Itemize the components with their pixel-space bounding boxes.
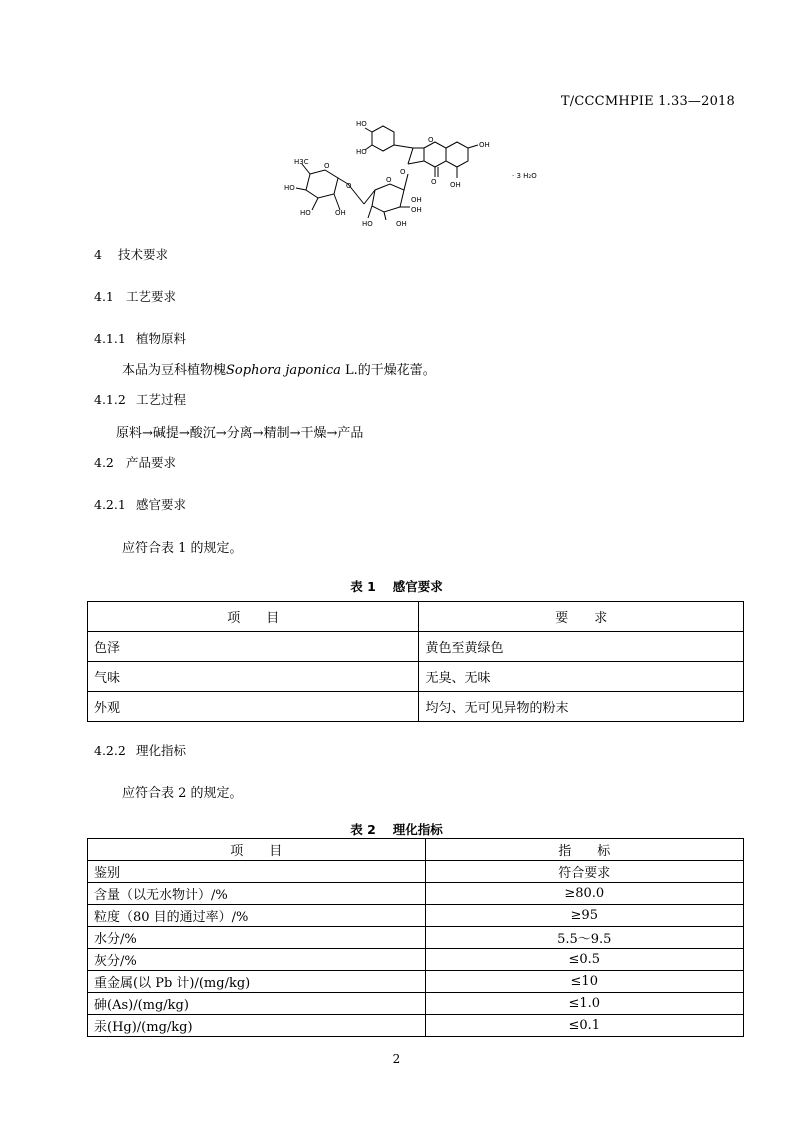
table1-caption: 表 1 感官要求 bbox=[350, 579, 443, 594]
label-oh-5: OH bbox=[450, 181, 461, 189]
table-row bbox=[88, 662, 744, 692]
table-row bbox=[88, 927, 744, 949]
table-cell: 水分/% bbox=[88, 927, 426, 949]
table-header-row bbox=[88, 602, 744, 632]
table-cell: 砷(As)/(mg/kg) bbox=[88, 993, 426, 1015]
table-cell: 外观 bbox=[88, 692, 419, 722]
table-cell: 5.5～9.5 bbox=[425, 927, 743, 949]
ring-c bbox=[424, 142, 446, 167]
table-cell: ≥95 bbox=[425, 905, 743, 927]
label-oh-7: OH bbox=[479, 141, 490, 149]
table-row bbox=[88, 632, 744, 662]
table-row bbox=[88, 883, 744, 905]
ring-a bbox=[446, 142, 468, 167]
label-hydrate: · 3 H₂O bbox=[512, 172, 537, 180]
paragraph-process-flow: 原料→碱提→酸沉→分离→精制→干燥→产品 bbox=[116, 426, 364, 441]
page-number: 2 bbox=[392, 1052, 401, 1066]
table-header-cell: 指 标 bbox=[425, 839, 743, 861]
paragraph-plant-material: 本品为豆科植物槐Sophora japonica L.的干燥花蕾。 bbox=[122, 363, 436, 378]
table-row bbox=[88, 861, 744, 883]
glucose-ring bbox=[372, 184, 404, 212]
table-header-cell: 项 目 bbox=[88, 839, 426, 861]
label-ho-glc: HO bbox=[362, 220, 373, 228]
table-row bbox=[88, 692, 744, 722]
heading-4-2-1: 4.2.1 感官要求 bbox=[94, 497, 187, 512]
label-h3c: H3C bbox=[294, 158, 309, 166]
heading-4: 4 技术要求 bbox=[94, 247, 169, 262]
paragraph-table2-ref: 应符合表 2 的规定。 bbox=[122, 786, 243, 801]
table-cell: 黄色至黄绿色 bbox=[419, 632, 744, 662]
table-row bbox=[88, 949, 744, 971]
heading-4-2-2: 4.2.2 理化指标 bbox=[94, 743, 187, 758]
table-cell: 重金属(以 Pb 计)/(mg/kg) bbox=[88, 971, 426, 993]
table-header-row bbox=[88, 839, 744, 861]
label-ho-rham-1: HO bbox=[284, 184, 295, 192]
table-cell: 粒度（80 目的通过率）/% bbox=[88, 905, 426, 927]
label-o-glc: O bbox=[386, 176, 392, 184]
label-o-rham: O bbox=[324, 162, 330, 170]
table-row bbox=[88, 993, 744, 1015]
label-oh-glc-1: OH bbox=[411, 196, 422, 204]
table-cell: ≤0.5 bbox=[425, 949, 743, 971]
table-cell: 气味 bbox=[88, 662, 419, 692]
label-oh-glc-2: OH bbox=[396, 220, 407, 228]
label-o-keto: O bbox=[431, 178, 437, 186]
chemical-structure-figure bbox=[280, 112, 560, 237]
heading-4-1-1: 4.1.1 植物原料 bbox=[94, 331, 187, 346]
label-ho-2: HO bbox=[356, 148, 367, 156]
heading-4-2: 4.2 产品要求 bbox=[94, 455, 177, 470]
table-cell: 均匀、无可见异物的粉末 bbox=[419, 692, 744, 722]
table-cell: 无臭、无味 bbox=[419, 662, 744, 692]
table2-caption: 表 2 理化指标 bbox=[350, 822, 443, 837]
label-o-ring: O bbox=[428, 136, 434, 144]
label-ho-1: HO bbox=[356, 120, 367, 128]
table-row bbox=[88, 971, 744, 993]
table-cell: ≤1.0 bbox=[425, 993, 743, 1015]
table-header-cell: 项 目 bbox=[88, 602, 419, 632]
table-header-cell: 要 求 bbox=[419, 602, 744, 632]
table-cell: 灰分/% bbox=[88, 949, 426, 971]
physicochemical-indicators-table bbox=[87, 838, 744, 1037]
table-cell: 符合要求 bbox=[425, 861, 743, 883]
table-row bbox=[88, 1015, 744, 1037]
label-o-link: O bbox=[346, 182, 352, 190]
table-cell: 鉴别 bbox=[88, 861, 426, 883]
label-ho-rham-2: HO bbox=[300, 209, 311, 217]
table-cell: ≥80.0 bbox=[425, 883, 743, 905]
label-oh-glc-3: OH bbox=[411, 206, 422, 214]
table-cell: ≤0.1 bbox=[425, 1015, 743, 1037]
table-row bbox=[88, 905, 744, 927]
heading-4-1-2: 4.1.2 工艺过程 bbox=[94, 392, 187, 407]
table-cell: 色泽 bbox=[88, 632, 419, 662]
paragraph-table1-ref: 应符合表 1 的规定。 bbox=[122, 541, 243, 556]
table-cell: 含量（以无水物计）/% bbox=[88, 883, 426, 905]
sensory-requirements-table bbox=[87, 601, 744, 722]
rhamnose-ring bbox=[306, 170, 338, 198]
heading-4-1: 4.1 工艺要求 bbox=[94, 289, 177, 304]
table-cell: ≤10 bbox=[425, 971, 743, 993]
label-o-glyco: O bbox=[400, 168, 406, 176]
catechol-ring bbox=[372, 126, 394, 151]
label-oh-rham: OH bbox=[335, 209, 346, 217]
table-cell: 汞(Hg)/(mg/kg) bbox=[88, 1015, 426, 1037]
standard-code: T/CCCMHPIE 1.33—2018 bbox=[560, 94, 735, 109]
